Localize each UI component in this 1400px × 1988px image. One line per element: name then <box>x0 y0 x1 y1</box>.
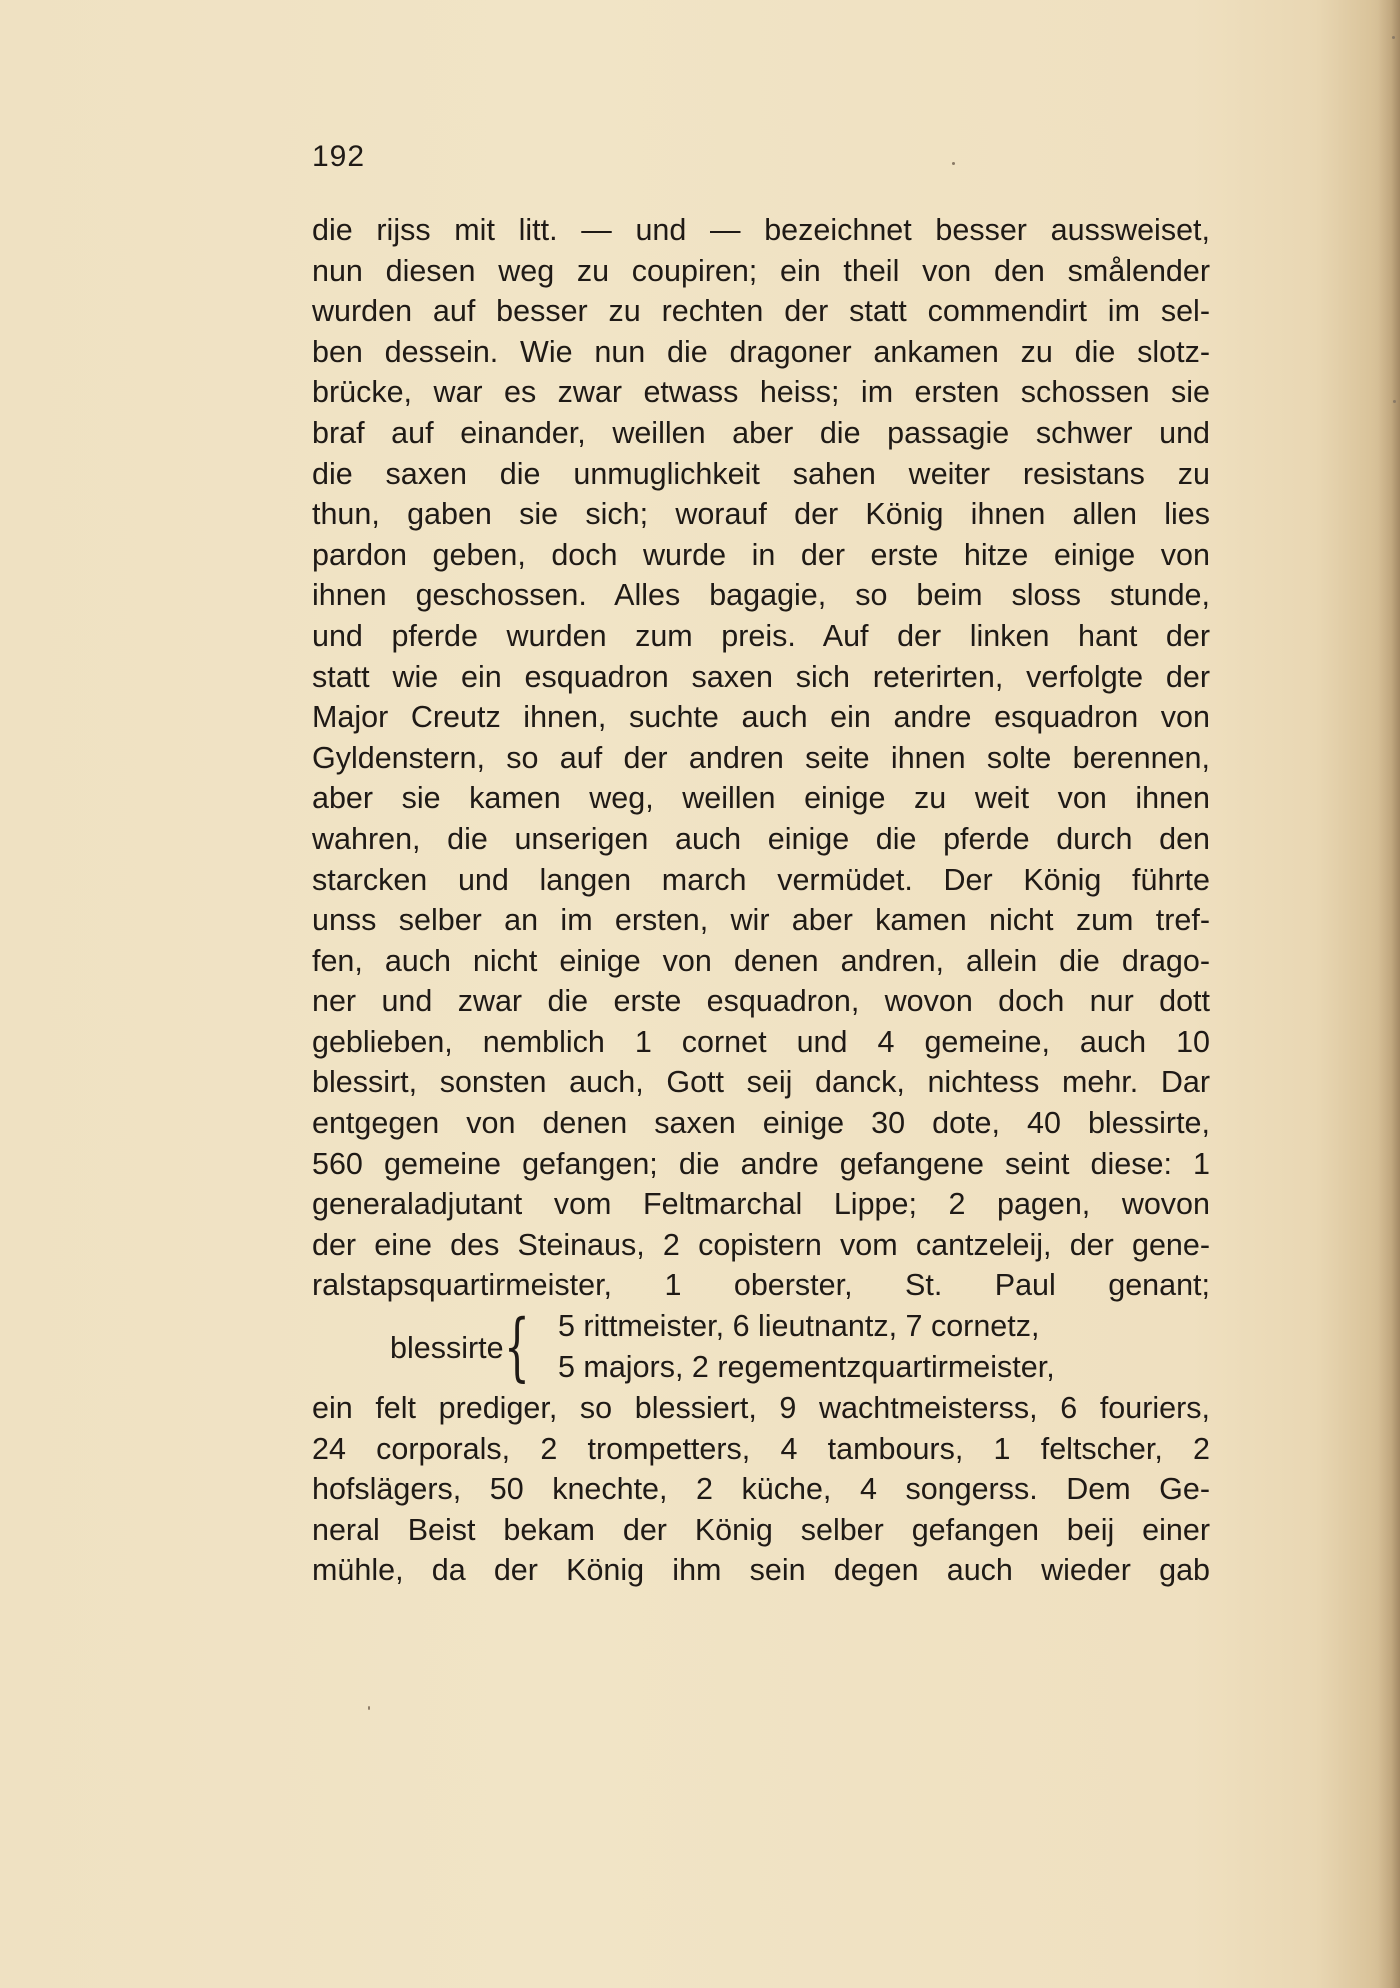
brace-lines <box>558 1306 1055 1387</box>
curly-brace-icon: { <box>504 1304 530 1391</box>
text-line: wurden auf besser zu rechten der statt commendirt im sel- <box>312 294 1210 329</box>
text-line: die rijss mit litt. — und — bezeichnet besser aussweiset, <box>312 213 1210 247</box>
text-line: 24 corporals, 2 trompetters, 4 tambours, 1 feltscher, 2 <box>312 1431 1210 1466</box>
text-line: Major Creutz ihnen, suchte auch ein andre esquadron von <box>312 700 1210 735</box>
text-line: und pferde wurden zum preis. Auf der linken hant der <box>312 618 1210 653</box>
brace-label: blessirte <box>390 1331 504 1366</box>
text-line: nun diesen weg zu coupiren; ein theil von den smålender <box>312 253 1210 288</box>
wounded-list <box>312 1304 1210 1391</box>
text-line: pardon geben, doch wurde in der erste hitze einige von <box>312 537 1210 572</box>
text-line: brücke, war es zwar etwass heiss; im ersten schossen sie <box>312 375 1210 410</box>
body-text <box>312 210 1210 1591</box>
text-line: ihnen geschossen. Alles bagagie, so beim sloss stunde, <box>312 578 1210 613</box>
text-line: 560 gemeine gefangen; die andre gefangene seint diese: 1 <box>312 1146 1210 1181</box>
text-line: wahren, die unserigen auch einige die pferde durch den <box>312 821 1210 856</box>
text-line: entgegen von denen saxen einige 30 dote, 40 blessirte, <box>312 1106 1210 1141</box>
page-number: 192 <box>312 140 366 173</box>
text-line: der eine des Steinaus, 2 copistern vom cantzeleij, der gene- <box>312 1227 1210 1262</box>
paper-speck <box>1393 400 1396 403</box>
text-line: aber sie kamen weg, weillen einige zu weit von ihnen <box>312 781 1210 816</box>
brace-line: 5 majors, 2 regementzquartirmeister, <box>558 1349 1055 1384</box>
text-line: thun, gaben sie sich; worauf der König ihnen allen lies <box>312 497 1210 532</box>
text-line: ner und zwar die erste esquadron, wovon doch nur dott <box>312 984 1210 1019</box>
paper-speck <box>368 1706 370 1710</box>
text-line: statt wie ein esquadron saxen sich reterirten, verfolgte der <box>312 659 1210 694</box>
text-line: Gyldenstern, so auf der andren seite ihnen solte berennen, <box>312 740 1210 775</box>
text-line: mühle, da der König ihm sein degen auch wieder gab <box>312 1553 1210 1588</box>
text-line: geblieben, nemblich 1 cornet und 4 gemeine, auch 10 <box>312 1024 1210 1059</box>
text-line: neral Beist bekam der König selber gefangen beij einer <box>312 1512 1210 1547</box>
text-line: starcken und langen march vermüdet. Der König führte <box>312 862 1210 897</box>
paper-speck <box>1392 36 1395 39</box>
brace-line: 5 rittmeister, 6 lieutnantz, 7 cornetz, <box>558 1309 1040 1344</box>
text-line: braf auf einander, weillen aber die passagie schwer und <box>312 415 1210 450</box>
text-line: die saxen die unmuglichkeit sahen weiter resistans zu <box>312 456 1210 491</box>
text-line: unss selber an im ersten, wir aber kamen nicht zum tref- <box>312 903 1210 938</box>
text-line: fen, auch nicht einige von denen andren, allein die drago- <box>312 943 1210 978</box>
text-line: generaladjutant vom Feltmarchal Lippe; 2 pagen, wovon <box>312 1187 1210 1222</box>
text-line: ben dessein. Wie nun die dragoner ankamen zu die slotz- <box>312 334 1210 369</box>
page-edge-shadow <box>1378 0 1400 1988</box>
text-line: hofslägers, 50 knechte, 2 küche, 4 songerss. Dem Ge- <box>312 1472 1210 1507</box>
paragraph-before-list <box>312 210 1210 1306</box>
text-line: ein felt prediger, so blessiert, 9 wachtmeisterss, 6 fouriers, <box>312 1391 1210 1426</box>
text-line: ralstapsquartirmeister, 1 oberster, St. Paul genant; <box>312 1268 1210 1303</box>
text-line: blessirt, sonsten auch, Gott seij danck, nichtess mehr. Dar <box>312 1065 1210 1100</box>
paragraph-after-list <box>312 1388 1210 1591</box>
paper-speck <box>952 162 955 165</box>
